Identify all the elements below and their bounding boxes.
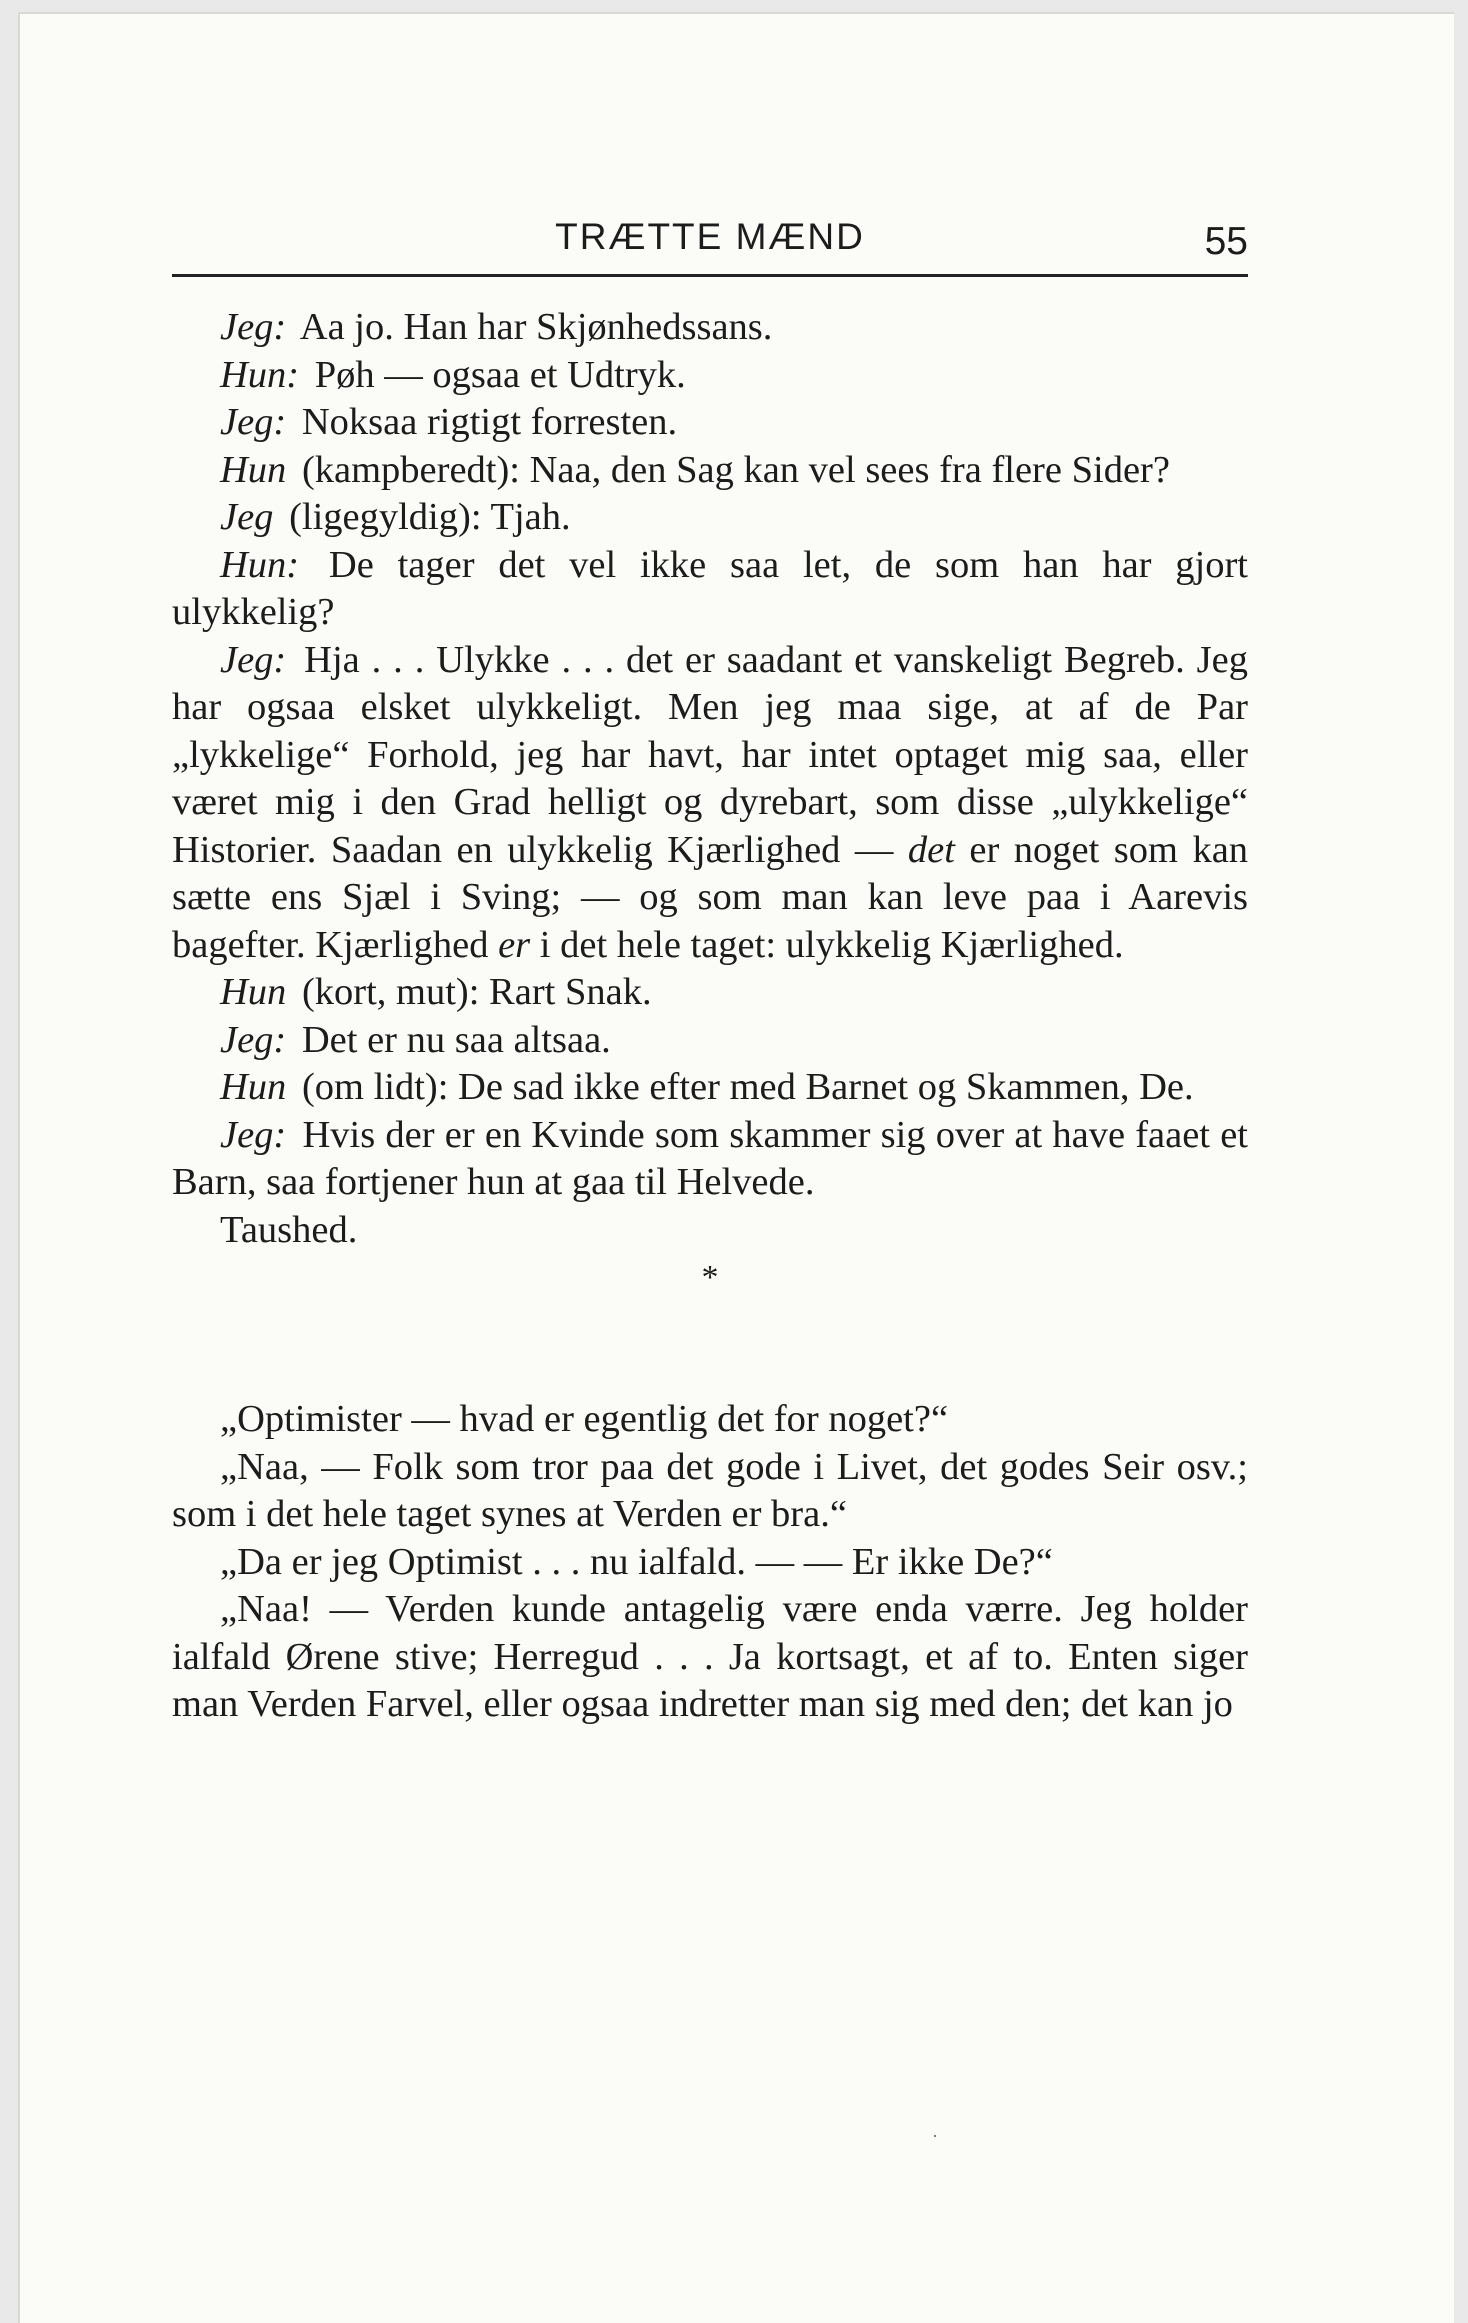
paragraph [172, 352, 1248, 400]
speaker: Hun: [220, 353, 300, 396]
ink-speck: · [932, 2126, 938, 2146]
line-text: De tager det vel ikke saa let, de som han har gjort ulykkelig? [172, 543, 1249, 633]
body-text [172, 304, 1248, 1729]
line-text: (kampberedt): Naa, den Sag kan vel sees fra flere Sider? [301, 448, 1170, 491]
section-separator: * [701, 1259, 719, 1296]
line-text: i det hele taget: ulykkelig Kjærlighed. [539, 923, 1124, 966]
emphasis: er [498, 923, 531, 966]
speaker: Hun [220, 1066, 287, 1108]
line-text: Aa jo. Han har Skjønhedssans. [299, 306, 773, 348]
speaker: Jeg: [220, 1113, 287, 1156]
dialogue-paragraph: „Optimister — hvad er egentlig det for noget?“ [220, 1398, 949, 1440]
line-text: (om lidt): De sad ikke efter med Barnet og Skammen, De. [301, 1066, 1194, 1108]
speaker: Jeg: [220, 401, 287, 443]
paragraph [172, 494, 1248, 542]
dialogue-paragraph: „Naa! — Verden kunde antagelig være enda værre. Jeg holder ialfald Ørene stive; Herregud . . . Ja kortsagt, et af to. Enten siger man Verden Farvel, eller ogsaa indretter man sig med den; det kan jo [172, 1588, 1248, 1725]
page-number: 55 [1204, 220, 1248, 263]
speaker: Jeg: [220, 638, 287, 681]
line-text: er noget som kan sætte ens Sjæl i Sving; — og som man kan leve paa i Aarevis bagefter. Kjærlighed [172, 828, 1249, 966]
speaker: Jeg: [220, 1018, 287, 1061]
speaker: Jeg [220, 496, 274, 538]
line-text: (ligegyldig): Tjah. [289, 496, 571, 538]
paragraph [172, 1207, 1248, 1255]
paragraph [172, 1064, 1248, 1112]
paragraph [172, 447, 1248, 495]
dialogue-paragraph: „Da er jeg Optimist . . . nu ialfald. — — Er ikke De?“ [220, 1540, 1053, 1583]
line-text: Pøh — ogsaa et Udtryk. [314, 353, 686, 396]
paragraph [172, 304, 1248, 352]
speaker: Hun [220, 971, 287, 1013]
paragraph [172, 969, 1248, 1017]
page-header [172, 214, 1248, 277]
speaker: Hun: [220, 543, 300, 586]
line-text: Taushed. [220, 1208, 358, 1251]
line-text: Noksaa rigtigt forresten. [301, 401, 678, 443]
paragraph [172, 1112, 1248, 1207]
line-text: (kort, mut): Rart Snak. [301, 971, 652, 1013]
paragraph [172, 1017, 1248, 1065]
book-page [18, 12, 1454, 2323]
speaker: Jeg: [220, 306, 287, 348]
line-text: Hvis der er en Kvinde som skammer sig over at have faaet et Barn, saa fortjener hun at gaa til Helvede. [172, 1113, 1248, 1203]
emphasis: det [907, 828, 955, 871]
paragraph [172, 637, 1248, 970]
dialogue-paragraph: „Naa, — Folk som tror paa det gode i Livet, det godes Seir osv.; som i det hele taget synes at Verden er bra.“ [172, 1445, 1248, 1535]
line-text: Det er nu saa altsaa. [301, 1018, 611, 1061]
speaker: Hun [220, 448, 287, 491]
line-text: Hja . . . Ulykke . . . det er saadant et vanskeligt Begreb. Jeg har ogsaa elsket ulykkeligt. Men jeg maa sige, at af de Par „lykkelige“ Forhold, jeg har havt, har intet optaget mig saa, eller været mig i den Grad helligt og dyrebart, som disse „ulykkelige“ Historier. Saadan en ulykkelig Kjærlighed — [172, 638, 1249, 871]
running-title: TRÆTTE MÆND [555, 216, 865, 257]
paragraph [172, 399, 1248, 447]
paragraph [172, 542, 1248, 637]
